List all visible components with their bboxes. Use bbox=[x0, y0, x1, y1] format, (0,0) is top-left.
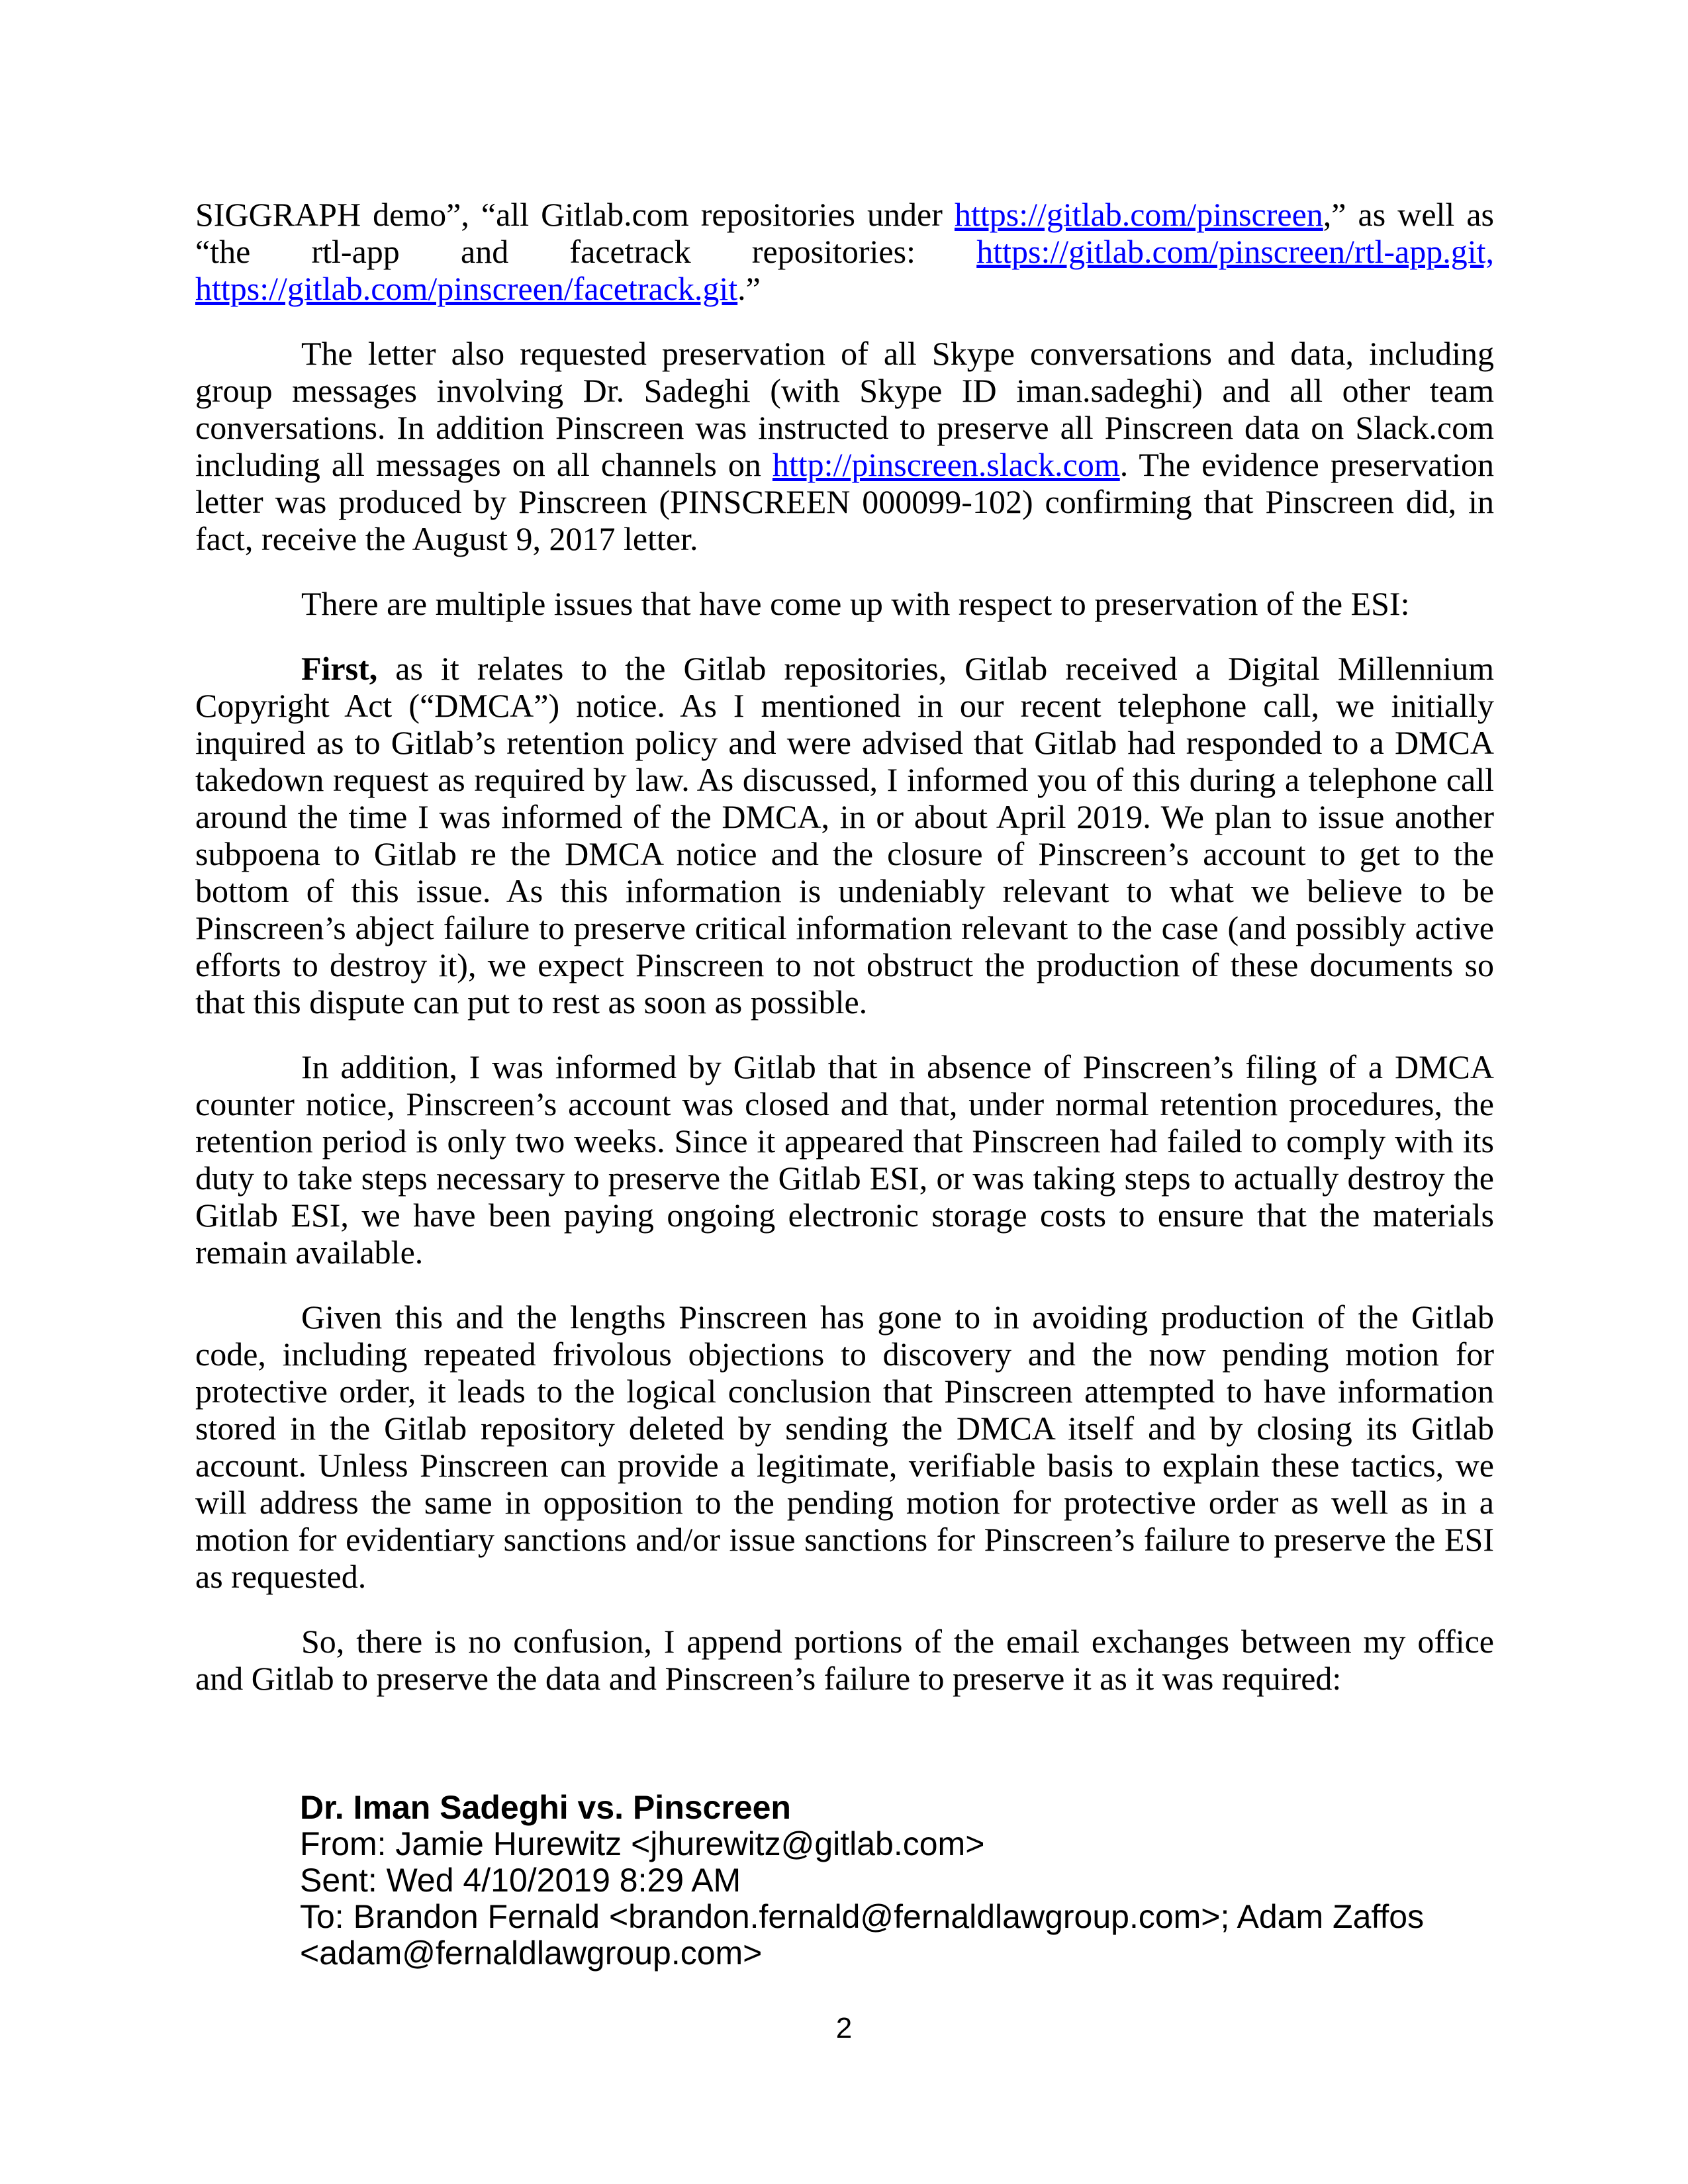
text-run: as it relates to the Gitlab repositories, Gitlab received a Digital Millennium Copyright Act (“DMCA”) notice. As I mentioned in our recent telephone call, we initially inquired as to Gitlab’s retention policy and were advised that Gitlab had responded to a DMCA takedown request as required by law. As discussed, I informed you of this during a telephone call around the time I was informed of the DMCA, in or about April 2019. We plan to issue another subpoena to Gitlab re the DMCA notice and the closure of Pinscreen’s account to get to the bottom of this issue. As this information is undeniably relevant to what we believe to be Pinscreen’s abject failure to preserve critical information relevant to the case (and possibly active efforts to destroy it), we expect Pinscreen to not obstruct the production of these documents so that this dispute can put to rest as soon as possible. bbox=[195, 650, 1494, 1021]
text-run: In addition, I was informed by Gitlab that in absence of Pinscreen’s filing of a DMCA counter notice, Pinscreen’s account was closed and that, under normal retention procedures, the retention period is only two weeks. Since it appeared that Pinscreen had failed to comply with its duty to take steps necessary to preserve the Gitlab ESI, or was taking steps to actually destroy the Gitlab ESI, we have been paying ongoing electronic storage costs to ensure that the materials remain available. bbox=[195, 1048, 1494, 1271]
paragraph-skype-preservation bbox=[195, 335, 1494, 557]
page-number: 2 bbox=[835, 2012, 853, 2044]
email-sent-line: Sent: Wed 4/10/2019 8:29 AM bbox=[300, 1862, 741, 1899]
text-run: . The evidence preservation letter was produced by Pinscreen (PINSCREEN 000099-102) confirming that Pinscreen did, in fact, receive the August 9, 2017 letter. bbox=[195, 446, 1494, 557]
paragraph-multiple-issues bbox=[195, 585, 1494, 622]
email-subject-line: Dr. Iman Sadeghi vs. Pinscreen bbox=[300, 1789, 791, 1826]
bold-first-label: First, bbox=[301, 650, 378, 687]
text-run: SIGGRAPH demo”, “all Gitlab.com repositories under bbox=[195, 196, 955, 233]
email-from-line: From: Jamie Hurewitz <jhurewitz@gitlab.com> bbox=[300, 1825, 985, 1862]
text-run: So, there is no confusion, I append portions of the email exchanges between my office and Gitlab to preserve the data and Pinscreen’s failure to preserve it as it was required: bbox=[195, 1623, 1494, 1697]
paragraph-so-no-confusion bbox=[195, 1623, 1494, 1697]
paragraph-given-this-lengths bbox=[195, 1298, 1494, 1595]
paragraph-first-dmca bbox=[195, 650, 1494, 1021]
quoted-email-header bbox=[300, 1790, 1494, 1972]
link-gitlab-pinscreen[interactable]: https://gitlab.com/pinscreen bbox=[954, 196, 1323, 233]
email-to-line: To: Brandon Fernald <brandon.fernald@fernaldlawgroup.com>; Adam Zaffos <adam@fernaldlawgroup.com> bbox=[300, 1898, 1425, 1972]
text-run: .” bbox=[737, 270, 761, 307]
text-run: The letter also requested preservation of all Skype conversations and data, including group messages involving Dr. Sadeghi (with Skype ID iman.sadeghi) and all other team conversations. In addition Pinscreen was instructed to preserve all Pinscreen data on Slack.com including all messages on all channels on bbox=[195, 335, 1494, 483]
text-run: Given this and the lengths Pinscreen has gone to in avoiding production of the Gitlab code, including repeated frivolous objections to discovery and the now pending motion for protective order, it leads to the logical conclusion that Pinscreen attempted to have information stored in the Gitlab repository deleted by sending the DMCA itself and by closing its Gitlab account. Unless Pinscreen can provide a legitimate, verifiable basis to explain these tactics, we will address the same in opposition to the pending motion for protective order as well as in a motion for evidentiary sanctions and/or issue sanctions for Pinscreen’s failure to preserve the ESI as requested. bbox=[195, 1298, 1494, 1595]
link-pinscreen-slack[interactable]: http://pinscreen.slack.com bbox=[772, 446, 1120, 483]
link-gitlab-facetrack[interactable]: https://gitlab.com/pinscreen/facetrack.git bbox=[195, 270, 738, 307]
link-gitlab-rtl-app[interactable]: https://gitlab.com/pinscreen/rtl-app.git, bbox=[976, 233, 1494, 270]
text-run: There are multiple issues that have come up with respect to preservation of the ESI: bbox=[301, 585, 1410, 622]
paragraph-siggraph-continuation bbox=[195, 196, 1494, 307]
letter-body bbox=[195, 196, 1494, 1972]
text-run: ,” as well as “the rtl-app and facetrack repositories: bbox=[195, 196, 1495, 270]
paragraph-in-addition-retention bbox=[195, 1048, 1494, 1271]
